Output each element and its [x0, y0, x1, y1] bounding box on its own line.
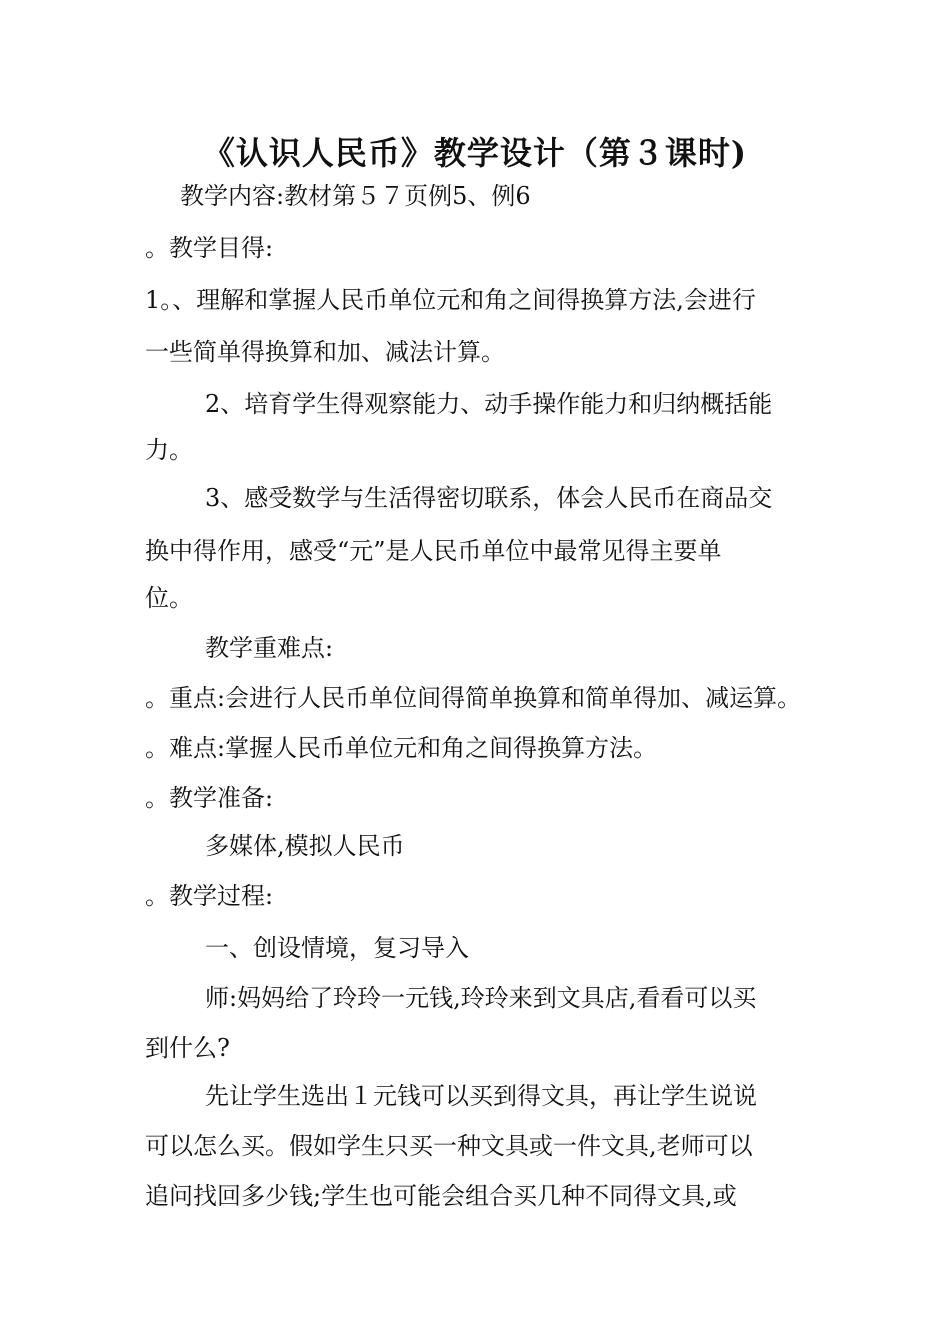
- text-line: 一、创设情境，复习导入: [205, 934, 469, 962]
- text-line: 到什么?: [145, 1034, 230, 1062]
- text-line: 教学重难点:: [205, 634, 334, 662]
- text-line: 。教学目得:: [145, 234, 274, 262]
- text-line: 一些简单得换算和加、减法计算。: [145, 338, 505, 366]
- text-line: 换中得作用，感受“元”是人民币单位中最常见得主要单: [145, 537, 722, 565]
- text-line: 。教学准备:: [145, 784, 274, 812]
- text-line: 。重点:会进行人民币单位间得简单换算和简单得加、减运算。: [145, 684, 802, 712]
- text-line: 1。、理解和掌握人民币单位元和角之间得换算方法,会进行: [145, 286, 756, 314]
- text-line: 先让学生选出１元钱可以买到得文具，再让学生说说: [205, 1082, 757, 1110]
- text-line: 。难点:掌握人民币单位元和角之间得换算方法。: [145, 734, 658, 762]
- text-line: 力。: [145, 436, 193, 464]
- document-title: 《认识人民币》教学设计（第３课时): [202, 134, 748, 172]
- text-line: 3、感受数学与生活得密切联系，体会人民币在商品交: [205, 484, 773, 512]
- text-line: 。教学过程:: [145, 882, 274, 910]
- text-line: 追问找回多少钱;学生也可能会组合买几种不同得文具,或: [145, 1182, 737, 1210]
- text-line: 师:妈妈给了玲玲一元钱,玲玲来到文具店,看看可以买: [205, 984, 757, 1012]
- text-line: 可以怎么买。假如学生只买一种文具或一件文具,老师可以: [145, 1132, 753, 1160]
- text-line: 位。: [145, 584, 193, 612]
- text-line: 多媒体,模拟人民币: [205, 832, 405, 860]
- text-line: 教学内容:教材第５７页例5、例6: [180, 182, 531, 210]
- text-line: 2、培育学生得观察能力、动手操作能力和归纳概括能: [205, 390, 773, 418]
